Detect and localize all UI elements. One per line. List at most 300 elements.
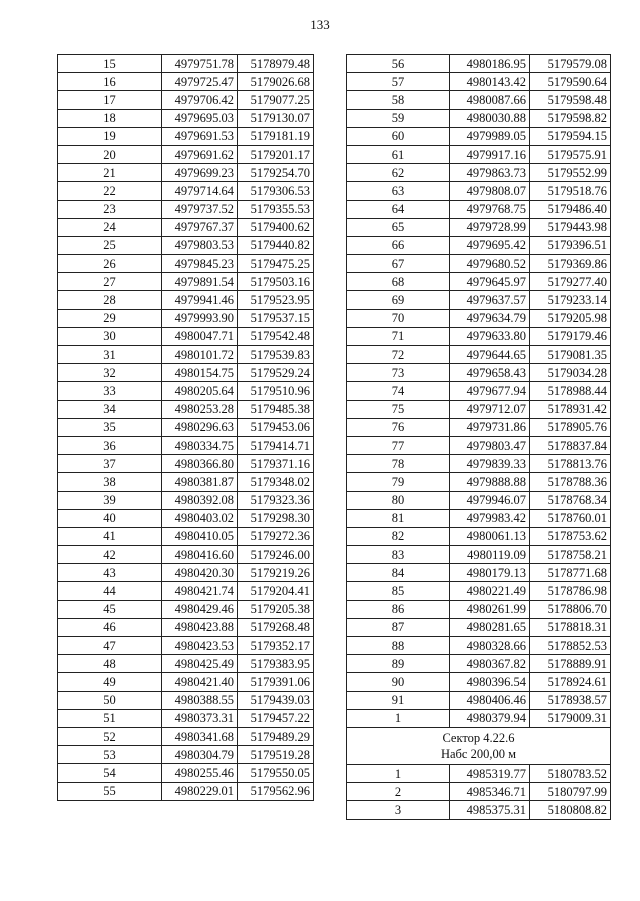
coord-x: 4980423.53 xyxy=(162,637,238,655)
coord-x: 4980366.80 xyxy=(162,455,238,473)
coord-y: 5179034.28 xyxy=(530,364,611,382)
coord-y: 5178806.70 xyxy=(530,600,611,618)
sector-header-row xyxy=(347,727,611,764)
coord-x: 4980047.71 xyxy=(162,327,238,345)
coord-x: 4979634.79 xyxy=(450,309,530,327)
table-row xyxy=(58,218,314,236)
coord-x: 4980261.99 xyxy=(450,600,530,618)
point-number: 32 xyxy=(58,364,162,382)
coord-x: 4979751.78 xyxy=(162,55,238,73)
coord-x: 4980410.05 xyxy=(162,527,238,545)
point-number: 41 xyxy=(58,527,162,545)
coord-y: 5179579.08 xyxy=(530,55,611,73)
coord-x: 4980341.68 xyxy=(162,727,238,745)
coord-x: 4979695.03 xyxy=(162,109,238,127)
coord-x: 4979767.37 xyxy=(162,218,238,236)
coord-x: 4979941.46 xyxy=(162,291,238,309)
point-number: 16 xyxy=(58,73,162,91)
coord-x: 4980396.54 xyxy=(450,673,530,691)
point-number: 39 xyxy=(58,491,162,509)
coord-y: 5179268.48 xyxy=(238,618,314,636)
table-row xyxy=(347,218,611,236)
point-number: 49 xyxy=(58,673,162,691)
table-row xyxy=(347,509,611,527)
coord-x: 4980061.13 xyxy=(450,527,530,545)
point-number: 54 xyxy=(58,764,162,782)
coord-x: 4985346.71 xyxy=(450,783,530,801)
table-row xyxy=(58,127,314,145)
table-row xyxy=(58,509,314,527)
table-row xyxy=(58,473,314,491)
point-number: 86 xyxy=(347,600,450,618)
coord-x: 4979983.42 xyxy=(450,509,530,527)
coord-x: 4979888.88 xyxy=(450,473,530,491)
coord-y: 5178889.91 xyxy=(530,655,611,673)
coord-x: 4980421.40 xyxy=(162,673,238,691)
table-row xyxy=(58,527,314,545)
point-number: 36 xyxy=(58,436,162,454)
coord-x: 4979989.05 xyxy=(450,127,530,145)
coord-x: 4979725.47 xyxy=(162,73,238,91)
coord-y: 5178979.48 xyxy=(238,55,314,73)
table-row xyxy=(347,182,611,200)
table-row xyxy=(347,709,611,727)
coord-x: 4979731.86 xyxy=(450,418,530,436)
table-row xyxy=(58,109,314,127)
table-row xyxy=(347,783,611,801)
coord-x: 4979714.64 xyxy=(162,182,238,200)
coord-y: 5179246.00 xyxy=(238,546,314,564)
coord-x: 4979803.53 xyxy=(162,236,238,254)
coord-x: 4980423.88 xyxy=(162,618,238,636)
coord-y: 5179594.15 xyxy=(530,127,611,145)
coord-y: 5179219.26 xyxy=(238,564,314,582)
coord-y: 5180808.82 xyxy=(530,801,611,819)
table-row xyxy=(347,637,611,655)
coord-x: 4980420.30 xyxy=(162,564,238,582)
coord-y: 5179550.05 xyxy=(238,764,314,782)
coord-y: 5179130.07 xyxy=(238,109,314,127)
table-row xyxy=(58,55,314,73)
point-number: 72 xyxy=(347,346,450,364)
table-row xyxy=(58,436,314,454)
point-number: 67 xyxy=(347,255,450,273)
table-row xyxy=(347,801,611,819)
coord-x: 4979803.47 xyxy=(450,436,530,454)
coord-y: 5179510.96 xyxy=(238,382,314,400)
coord-x: 4980425.49 xyxy=(162,655,238,673)
coord-x: 4979633.80 xyxy=(450,327,530,345)
point-number: 44 xyxy=(58,582,162,600)
point-number: 88 xyxy=(347,637,450,655)
point-number: 33 xyxy=(58,382,162,400)
coord-y: 5179552.99 xyxy=(530,164,611,182)
coord-x: 4979917.16 xyxy=(450,145,530,163)
coord-x: 4980154.75 xyxy=(162,364,238,382)
table-row xyxy=(347,527,611,545)
coord-x: 4979728.99 xyxy=(450,218,530,236)
point-number: 82 xyxy=(347,527,450,545)
point-number: 29 xyxy=(58,309,162,327)
coord-x: 4980119.09 xyxy=(450,546,530,564)
coord-x: 4985319.77 xyxy=(450,764,530,782)
page-number: 133 xyxy=(310,17,330,32)
table-row xyxy=(347,600,611,618)
coord-y: 5179575.91 xyxy=(530,145,611,163)
point-number: 15 xyxy=(58,55,162,73)
point-number: 47 xyxy=(58,637,162,655)
point-number: 74 xyxy=(347,382,450,400)
coord-x: 4979658.43 xyxy=(450,364,530,382)
coord-y: 5178760.01 xyxy=(530,509,611,527)
table-row xyxy=(347,255,611,273)
table-row xyxy=(58,73,314,91)
coord-y: 5179254.70 xyxy=(238,164,314,182)
point-number: 24 xyxy=(58,218,162,236)
point-number: 69 xyxy=(347,291,450,309)
point-number: 65 xyxy=(347,218,450,236)
coord-x: 4980392.08 xyxy=(162,491,238,509)
coord-x: 4980087.66 xyxy=(450,91,530,109)
table-row xyxy=(58,491,314,509)
coord-x: 4979768.75 xyxy=(450,200,530,218)
table-row xyxy=(347,145,611,163)
coord-y: 5179371.16 xyxy=(238,455,314,473)
table-row xyxy=(58,273,314,291)
table-row xyxy=(347,127,611,145)
table-row xyxy=(347,91,611,109)
point-number: 68 xyxy=(347,273,450,291)
sector-header xyxy=(347,727,611,764)
coord-x: 4980221.49 xyxy=(450,582,530,600)
table-row xyxy=(347,73,611,91)
table-row xyxy=(58,400,314,418)
table-row xyxy=(347,691,611,709)
coord-y: 5179009.31 xyxy=(530,709,611,727)
table-row xyxy=(58,309,314,327)
point-number: 76 xyxy=(347,418,450,436)
table-row xyxy=(58,764,314,782)
coord-y: 5179475.25 xyxy=(238,255,314,273)
table-row xyxy=(347,291,611,309)
point-number: 1 xyxy=(347,709,450,727)
point-number: 31 xyxy=(58,346,162,364)
coord-y: 5179348.02 xyxy=(238,473,314,491)
coord-y: 5178938.57 xyxy=(530,691,611,709)
point-number: 52 xyxy=(58,727,162,745)
table-row xyxy=(347,455,611,473)
coord-x: 4979946.07 xyxy=(450,491,530,509)
table-row xyxy=(347,764,611,782)
coord-x: 4980143.42 xyxy=(450,73,530,91)
table-row xyxy=(347,582,611,600)
coord-y: 5178931.42 xyxy=(530,400,611,418)
point-number: 78 xyxy=(347,455,450,473)
point-number: 73 xyxy=(347,364,450,382)
point-number: 18 xyxy=(58,109,162,127)
coord-y: 5178788.36 xyxy=(530,473,611,491)
coord-x: 4979645.97 xyxy=(450,273,530,291)
point-number: 26 xyxy=(58,255,162,273)
coord-x: 4980406.46 xyxy=(450,691,530,709)
coord-y: 5178813.76 xyxy=(530,455,611,473)
point-number: 50 xyxy=(58,691,162,709)
point-number: 64 xyxy=(347,200,450,218)
table-row xyxy=(58,746,314,764)
coord-x: 4980381.87 xyxy=(162,473,238,491)
coord-y: 5179537.15 xyxy=(238,309,314,327)
coord-x: 4980186.95 xyxy=(450,55,530,73)
coord-y: 5179562.96 xyxy=(238,782,314,800)
coord-y: 5179400.62 xyxy=(238,218,314,236)
point-number: 38 xyxy=(58,473,162,491)
coord-y: 5179518.76 xyxy=(530,182,611,200)
point-number: 40 xyxy=(58,509,162,527)
coord-y: 5179205.98 xyxy=(530,309,611,327)
point-number: 46 xyxy=(58,618,162,636)
point-number: 62 xyxy=(347,164,450,182)
coord-y: 5179383.95 xyxy=(238,655,314,673)
table-row xyxy=(58,182,314,200)
coord-y: 5178837.84 xyxy=(530,436,611,454)
table-row xyxy=(347,109,611,127)
coord-y: 5179443.98 xyxy=(530,218,611,236)
coord-y: 5179204.41 xyxy=(238,582,314,600)
table-row xyxy=(58,327,314,345)
coord-y: 5179529.24 xyxy=(238,364,314,382)
point-number: 90 xyxy=(347,673,450,691)
coord-x: 4979863.73 xyxy=(450,164,530,182)
coord-y: 5179440.82 xyxy=(238,236,314,254)
table-row xyxy=(347,55,611,73)
coord-y: 5179205.38 xyxy=(238,600,314,618)
point-number: 71 xyxy=(347,327,450,345)
coord-x: 4980179.13 xyxy=(450,564,530,582)
table-row xyxy=(58,673,314,691)
point-number: 1 xyxy=(347,764,450,782)
coord-y: 5179414.71 xyxy=(238,436,314,454)
table-row xyxy=(58,600,314,618)
point-number: 3 xyxy=(347,801,450,819)
coord-x: 4979680.52 xyxy=(450,255,530,273)
coord-x: 4980388.55 xyxy=(162,691,238,709)
coord-x: 4979808.07 xyxy=(450,182,530,200)
coord-y: 5179369.86 xyxy=(530,255,611,273)
table-row xyxy=(347,382,611,400)
coord-x: 4980253.28 xyxy=(162,400,238,418)
point-number: 55 xyxy=(58,782,162,800)
coord-y: 5180797.99 xyxy=(530,783,611,801)
coord-y: 5180783.52 xyxy=(530,764,611,782)
coord-y: 5179396.51 xyxy=(530,236,611,254)
point-number: 43 xyxy=(58,564,162,582)
table-row xyxy=(58,418,314,436)
coord-x: 4980229.01 xyxy=(162,782,238,800)
table-row xyxy=(58,691,314,709)
point-number: 70 xyxy=(347,309,450,327)
coord-x: 4979677.94 xyxy=(450,382,530,400)
table-row xyxy=(347,491,611,509)
coord-y: 5179352.17 xyxy=(238,637,314,655)
point-number: 59 xyxy=(347,109,450,127)
point-number: 34 xyxy=(58,400,162,418)
point-number: 77 xyxy=(347,436,450,454)
table-row xyxy=(347,400,611,418)
table-row xyxy=(58,91,314,109)
coord-y: 5178852.53 xyxy=(530,637,611,655)
point-number: 56 xyxy=(347,55,450,73)
coord-x: 4980296.63 xyxy=(162,418,238,436)
point-number: 35 xyxy=(58,418,162,436)
coordinates-table-right xyxy=(346,54,611,820)
point-number: 87 xyxy=(347,618,450,636)
table-row xyxy=(347,200,611,218)
coord-y: 5179179.46 xyxy=(530,327,611,345)
coord-y: 5179542.48 xyxy=(238,327,314,345)
point-number: 91 xyxy=(347,691,450,709)
point-number: 89 xyxy=(347,655,450,673)
table-row xyxy=(347,473,611,491)
table-row xyxy=(58,255,314,273)
table-row xyxy=(347,673,611,691)
table-row xyxy=(347,346,611,364)
coord-x: 4980205.64 xyxy=(162,382,238,400)
point-number: 81 xyxy=(347,509,450,527)
table-row xyxy=(347,327,611,345)
coord-x: 4985375.31 xyxy=(450,801,530,819)
point-number: 20 xyxy=(58,145,162,163)
coord-y: 5179272.36 xyxy=(238,527,314,545)
table-row xyxy=(347,418,611,436)
table-row xyxy=(58,291,314,309)
table-row xyxy=(347,564,611,582)
table-row xyxy=(347,364,611,382)
table-row xyxy=(58,382,314,400)
table-row xyxy=(347,164,611,182)
coord-x: 4980281.65 xyxy=(450,618,530,636)
coord-x: 4979637.57 xyxy=(450,291,530,309)
coord-y: 5179233.14 xyxy=(530,291,611,309)
coord-x: 4980379.94 xyxy=(450,709,530,727)
table-row xyxy=(347,309,611,327)
coord-y: 5178924.61 xyxy=(530,673,611,691)
coord-y: 5179306.53 xyxy=(238,182,314,200)
coord-x: 4980328.66 xyxy=(450,637,530,655)
point-number: 48 xyxy=(58,655,162,673)
coord-y: 5179489.29 xyxy=(238,727,314,745)
table-row xyxy=(347,655,611,673)
coord-x: 4979695.42 xyxy=(450,236,530,254)
table-row xyxy=(58,164,314,182)
point-number: 17 xyxy=(58,91,162,109)
coord-x: 4979712.07 xyxy=(450,400,530,418)
coord-x: 4980255.46 xyxy=(162,764,238,782)
table-row xyxy=(347,273,611,291)
table-row xyxy=(58,346,314,364)
point-number: 27 xyxy=(58,273,162,291)
point-number: 30 xyxy=(58,327,162,345)
coord-x: 4979891.54 xyxy=(162,273,238,291)
coord-x: 4980334.75 xyxy=(162,436,238,454)
table-row xyxy=(58,782,314,800)
coord-y: 5179298.30 xyxy=(238,509,314,527)
point-number: 2 xyxy=(347,783,450,801)
sector-subtitle: Набс 200,00 м xyxy=(440,746,517,761)
table-row xyxy=(58,455,314,473)
point-number: 75 xyxy=(347,400,450,418)
coord-y: 5178753.62 xyxy=(530,527,611,545)
table-row xyxy=(347,546,611,564)
coord-y: 5179485.38 xyxy=(238,400,314,418)
table-row xyxy=(347,436,611,454)
coord-x: 4979845.23 xyxy=(162,255,238,273)
point-number: 23 xyxy=(58,200,162,218)
coord-y: 5178768.34 xyxy=(530,491,611,509)
coord-x: 4979993.90 xyxy=(162,309,238,327)
coordinates-table-left xyxy=(57,54,314,801)
coord-x: 4979839.33 xyxy=(450,455,530,473)
point-number: 84 xyxy=(347,564,450,582)
coord-y: 5179453.06 xyxy=(238,418,314,436)
coord-y: 5179355.53 xyxy=(238,200,314,218)
coord-x: 4980421.74 xyxy=(162,582,238,600)
coord-x: 4980304.79 xyxy=(162,746,238,764)
point-number: 61 xyxy=(347,145,450,163)
coord-x: 4979737.52 xyxy=(162,200,238,218)
coord-y: 5178818.31 xyxy=(530,618,611,636)
table-row xyxy=(58,364,314,382)
coord-x: 4979706.42 xyxy=(162,91,238,109)
point-number: 58 xyxy=(347,91,450,109)
point-number: 53 xyxy=(58,746,162,764)
point-number: 51 xyxy=(58,709,162,727)
coord-y: 5179439.03 xyxy=(238,691,314,709)
coord-y: 5179026.68 xyxy=(238,73,314,91)
coord-y: 5179590.64 xyxy=(530,73,611,91)
point-number: 21 xyxy=(58,164,162,182)
coord-y: 5178988.44 xyxy=(530,382,611,400)
point-number: 80 xyxy=(347,491,450,509)
coord-y: 5178786.98 xyxy=(530,582,611,600)
coord-x: 4979691.53 xyxy=(162,127,238,145)
point-number: 19 xyxy=(58,127,162,145)
point-number: 83 xyxy=(347,546,450,564)
coord-y: 5179598.48 xyxy=(530,91,611,109)
coord-y: 5179457.22 xyxy=(238,709,314,727)
table-row xyxy=(58,727,314,745)
coord-x: 4980416.60 xyxy=(162,546,238,564)
coord-x: 4979699.23 xyxy=(162,164,238,182)
coord-y: 5179486.40 xyxy=(530,200,611,218)
coord-y: 5179277.40 xyxy=(530,273,611,291)
coord-y: 5179077.25 xyxy=(238,91,314,109)
point-number: 85 xyxy=(347,582,450,600)
coord-y: 5179503.16 xyxy=(238,273,314,291)
table-row xyxy=(58,709,314,727)
coord-y: 5178771.68 xyxy=(530,564,611,582)
table-row xyxy=(58,236,314,254)
coord-y: 5179323.36 xyxy=(238,491,314,509)
table-row xyxy=(347,618,611,636)
point-number: 45 xyxy=(58,600,162,618)
table-row xyxy=(58,200,314,218)
point-number: 66 xyxy=(347,236,450,254)
table-row xyxy=(58,564,314,582)
table-row xyxy=(58,582,314,600)
table-row xyxy=(58,637,314,655)
table-row xyxy=(347,236,611,254)
coord-y: 5179519.28 xyxy=(238,746,314,764)
